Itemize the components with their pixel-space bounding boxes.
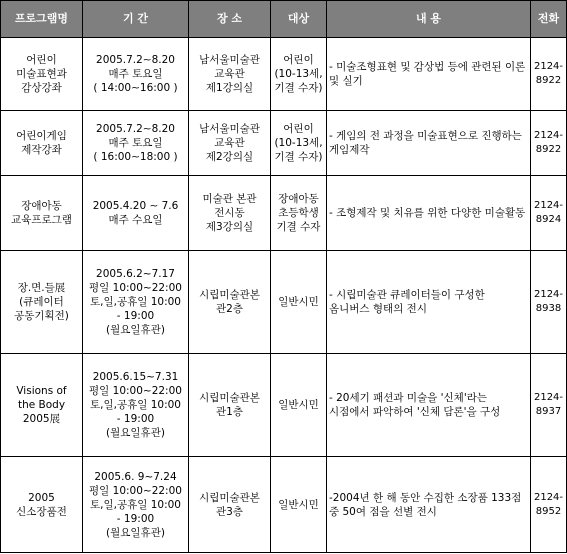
- cell-content-line: -2004년 한 해 동안 수집한 소장품 133점 중 50여 점을 선별 전시: [329, 491, 522, 518]
- table-body: [1, 38, 567, 553]
- cell-period-line: 2005.6.2~7.17: [96, 267, 175, 280]
- cell-program-name: [1, 175, 83, 250]
- cell-program-name-line: 장애아동: [21, 199, 62, 212]
- cell-period: [83, 111, 189, 176]
- cell-period-line: 2005.6.15~7.31: [92, 371, 179, 384]
- cell-program-name: [1, 354, 83, 457]
- cell-period-line: - 19:00: [116, 512, 155, 525]
- cell-program-name-line: (큐레이터: [19, 295, 64, 308]
- table-row: [1, 38, 567, 111]
- cell-target: [271, 38, 327, 111]
- cell-program-name-line: 2005: [28, 491, 55, 504]
- cell-phone-line: 8938: [535, 302, 562, 314]
- cell-phone-line: 2124-: [533, 288, 564, 300]
- cell-content-line: - 게임의 전 과정을 미술표현으로 진행하는 게임제작: [329, 129, 522, 156]
- cell-period-line: 2005.7.2∼8.20: [96, 122, 175, 135]
- cell-content: [327, 250, 531, 353]
- cell-program-name-line: Visions of: [16, 385, 67, 398]
- cell-place: [189, 175, 271, 250]
- cell-target-line: 어린이: [283, 54, 314, 67]
- cell-content-line: - 20세기 패션과 미술을 '신체'라는 시점에서 파악하여 '신체 담론'을 구성: [329, 392, 501, 419]
- cell-target-line: 일반시민: [278, 399, 319, 412]
- cell-target: [271, 250, 327, 353]
- cell-target-line: 기결 수자): [274, 82, 323, 95]
- cell-place-line: 남서울미술관: [199, 122, 260, 135]
- cell-place-line: 시립미술관본: [199, 288, 260, 301]
- cell-program-name-line: 제작강좌: [21, 143, 62, 156]
- cell-target-line: 초등학생: [278, 206, 319, 219]
- cell-phone-line: 2124-: [533, 392, 564, 404]
- cell-place-line: 제1강의실: [205, 82, 254, 95]
- cell-phone: [531, 175, 567, 250]
- cell-content-line: - 미술조형표현 및 감상법 등에 관련된 이론 및 실기: [329, 61, 526, 88]
- cell-content-line: - 시립미술관 큐레이터들이 구성한 옴니버스 형태의 전시: [329, 288, 485, 315]
- cell-period-line: (월요일휴관): [106, 323, 165, 336]
- cell-period: [83, 354, 189, 457]
- cell-period-line: 평일 10:00~22:00: [89, 484, 182, 497]
- cell-program-name: [1, 457, 83, 553]
- cell-period: [83, 38, 189, 111]
- cell-period: [83, 250, 189, 353]
- cell-place-line: 관3층: [216, 505, 243, 518]
- cell-program-name: [1, 38, 83, 111]
- cell-target-line: 어린이: [283, 122, 314, 135]
- cell-period: [83, 457, 189, 553]
- header-row: [1, 1, 567, 38]
- cell-period-line: 토,일,공휴일 10:00: [90, 399, 181, 412]
- cell-period-line: 매주 토요일: [108, 136, 163, 149]
- cell-period-line: - 19:00: [116, 309, 155, 322]
- cell-period-line: (월요일휴관): [106, 526, 165, 539]
- table-row: [1, 250, 567, 353]
- cell-program-name-line: 어린이: [26, 54, 57, 67]
- cell-target-line: 기결 수자): [274, 150, 323, 163]
- cell-phone: [531, 250, 567, 353]
- cell-phone: [531, 354, 567, 457]
- cell-place: [189, 250, 271, 353]
- table-row: [1, 457, 567, 553]
- cell-phone-line: 2124-: [533, 491, 564, 503]
- cell-period-line: 평일 10:00~22:00: [89, 385, 182, 398]
- cell-program-name-line: 신소장품전: [16, 505, 67, 518]
- cell-period: [83, 175, 189, 250]
- cell-period-line: ( 14:00∼16:00 ): [93, 82, 178, 95]
- cell-target-line: 일반시민: [278, 295, 319, 308]
- cell-period-line: 토,일,공휴일 10:00: [90, 295, 181, 308]
- cell-program-name-line: 어린이게임: [16, 129, 67, 142]
- cell-place-line: 미술관 본관: [202, 192, 257, 205]
- cell-period-line: 2005.4.20 ∼ 7.6: [92, 199, 179, 212]
- cell-period-line: 2005.6. 9~7.24: [94, 470, 177, 483]
- cell-phone-line: 8952: [535, 505, 562, 517]
- cell-place-line: 교육관: [214, 136, 245, 149]
- cell-phone-line: 8924: [535, 213, 562, 225]
- cell-content-line: - 조형제작 및 치유를 위한 다양한 미술활동: [329, 206, 526, 219]
- cell-period-line: ( 16:00∼18:00 ): [93, 150, 178, 163]
- cell-phone: [531, 111, 567, 176]
- cell-phone-line: 8922: [535, 75, 562, 87]
- cell-program-name: [1, 250, 83, 353]
- cell-phone-line: 2124-: [533, 199, 564, 211]
- cell-content: [327, 354, 531, 457]
- table-row: [1, 175, 567, 250]
- cell-phone-line: 8922: [535, 143, 562, 155]
- cell-phone-line: 2124-: [533, 129, 564, 141]
- cell-place-line: 시립미술관본: [199, 491, 260, 504]
- cell-target: [271, 175, 327, 250]
- cell-place-line: 제3강의실: [205, 220, 254, 233]
- cell-phone-line: 2124-: [533, 61, 564, 73]
- cell-period-line: 매주 토요일: [108, 68, 163, 81]
- cell-period-line: 평일 10:00~22:00: [89, 281, 182, 294]
- header-phone: 전화: [531, 1, 567, 38]
- header-place: 장 소: [189, 1, 271, 38]
- cell-program-name-line: 장.면.들展: [17, 281, 66, 294]
- cell-place: [189, 354, 271, 457]
- cell-period-line: 토,일,공휴일 10:00: [90, 498, 181, 511]
- cell-program-name-line: 2005展: [22, 413, 61, 426]
- cell-content: [327, 111, 531, 176]
- header-target: 대상: [271, 1, 327, 38]
- cell-period-line: (월요일휴관): [106, 427, 165, 440]
- cell-place: [189, 111, 271, 176]
- cell-place-line: 제2강의실: [205, 150, 254, 163]
- cell-place-line: 남서울미술관: [199, 54, 260, 67]
- cell-content: [327, 175, 531, 250]
- cell-target: [271, 354, 327, 457]
- cell-program-name-line: 교육프로그램: [11, 213, 72, 226]
- cell-place-line: 시립미술관본: [199, 392, 260, 405]
- cell-place-line: 관1층: [216, 406, 243, 419]
- cell-target-line: 장애아동: [278, 192, 319, 205]
- cell-target-line: (10-13세,: [274, 136, 323, 149]
- cell-period-line: - 19:00: [116, 413, 155, 426]
- header-content: 내 용: [327, 1, 531, 38]
- cell-content: [327, 38, 531, 111]
- header-period: 기 간: [83, 1, 189, 38]
- cell-period-line: 2005.7.2∼8.20: [96, 54, 175, 67]
- cell-period-line: 매주 수요일: [108, 213, 163, 226]
- cell-program-name-line: 감상강좌: [21, 82, 62, 95]
- cell-target-line: (10-13세,: [274, 68, 323, 81]
- table-row: [1, 354, 567, 457]
- cell-place-line: 전시동: [214, 206, 245, 219]
- cell-phone: [531, 457, 567, 553]
- cell-target-line: 기결 수자: [276, 220, 321, 233]
- cell-program-name-line: the Body: [17, 399, 66, 412]
- cell-target: [271, 457, 327, 553]
- cell-program-name-line: 공동기획전): [14, 309, 69, 322]
- cell-target-line: 일반시민: [278, 498, 319, 511]
- cell-phone-line: 8937: [535, 406, 562, 418]
- cell-program-name-line: 미술표현과: [16, 68, 67, 81]
- cell-content: [327, 457, 531, 553]
- cell-program-name: [1, 111, 83, 176]
- cell-place: [189, 38, 271, 111]
- cell-place-line: 관2층: [216, 302, 243, 315]
- cell-place-line: 교육관: [214, 68, 245, 81]
- header-program-name: 프로그램명: [1, 1, 83, 38]
- cell-target: [271, 111, 327, 176]
- table-row: [1, 111, 567, 176]
- cell-phone: [531, 38, 567, 111]
- cell-place: [189, 457, 271, 553]
